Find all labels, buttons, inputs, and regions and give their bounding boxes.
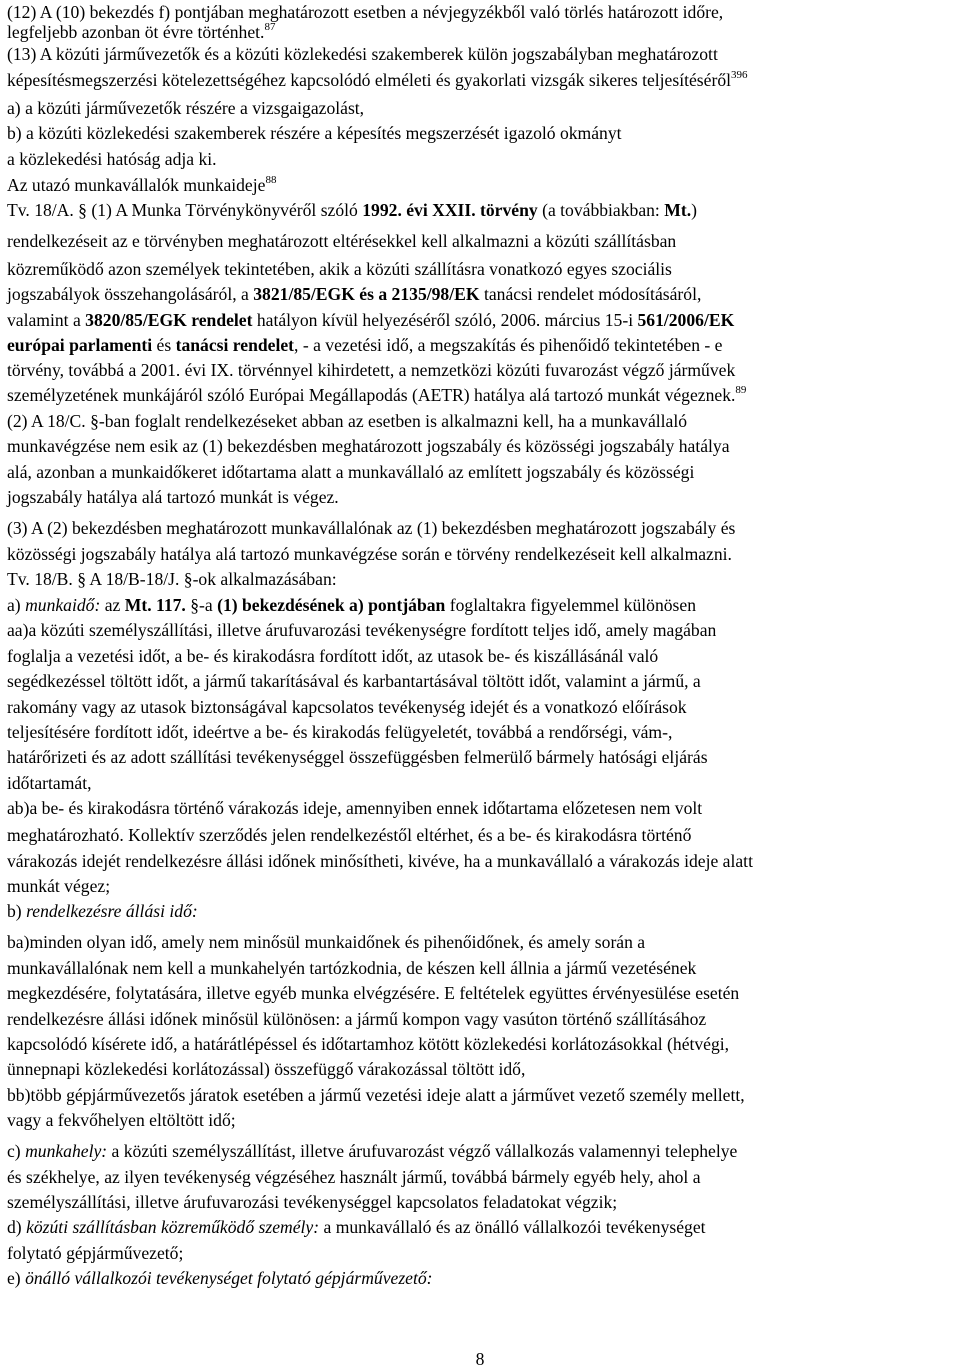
text-run: a munkavállaló és az önálló vállalkozói tevékenységet xyxy=(319,1217,706,1237)
text-run: Tv. 18/B. § A 18/B-18/J. §-ok alkalmazásában: xyxy=(7,569,337,589)
text-line xyxy=(7,434,730,458)
text-line xyxy=(7,516,735,540)
text-run: rendelkezéseit az e törvényben meghatározott eltérésekkel kell alkalmazni a közúti szállításban xyxy=(7,231,677,251)
text-line xyxy=(7,383,746,407)
text-run: rakomány vagy az utasok biztonságával kapcsolatos tevékenység idejét és a vonatkozó előírások xyxy=(7,697,687,717)
text-run: és székhelye, az ilyen tevékenység végzéséhez használt jármű, továbbá bármely egyéb hely, ahol a xyxy=(7,1167,701,1187)
text-run: ba)minden olyan idő, amely nem minősül munkaidőnek és pihenőidőnek, és amely során a xyxy=(7,932,646,952)
text-line xyxy=(7,1241,183,1265)
text-line xyxy=(7,720,672,744)
text-run: jogszabályok összehangolásáról, a xyxy=(7,284,254,304)
text-line xyxy=(7,1266,433,1290)
text-run: várakozás idejét rendelkezésre állási időnek minősítheti, kivéve, ha a munkavállaló a várakozás ideje alatt xyxy=(7,851,753,871)
footnote-ref: 89 xyxy=(735,384,747,396)
text-line xyxy=(7,669,701,693)
text-run: teljesítésére fordított időt, ideértve a be- és kirakodás felügyeletét, továbbá a rendőrségi, vám-, xyxy=(7,722,673,742)
text-line xyxy=(7,358,735,382)
text-line xyxy=(7,874,110,898)
text-run: foglaltakra figyelemmel különösen xyxy=(445,595,696,615)
text-line xyxy=(7,1083,745,1107)
text-run: alá, azonban a munkaidőkeret időtartama alatt a munkavállaló az említett jogszabály és közösségi xyxy=(7,462,695,482)
text-run: c) xyxy=(7,1141,26,1161)
text-line xyxy=(7,644,658,668)
text-line xyxy=(7,1057,525,1081)
text-run: önálló vállalkozói tevékenységet folytató gépjárművezető: xyxy=(25,1268,433,1288)
text-run: aa)a közúti személyszállítási, illetve árufuvarozási tevékenységre fordított teljes idő, amely magában xyxy=(7,620,717,640)
text-run: személyszállítási, illetve árufuvarozási tevékenységgel kapcsolatos feladatokat végzik; xyxy=(7,1192,618,1212)
text-run: és xyxy=(152,335,176,355)
text-line xyxy=(7,695,687,719)
text-run: a) xyxy=(7,595,26,615)
text-run: munkahely: xyxy=(25,1141,108,1161)
text-run: ünnepnapi közlekedési korlátozással) összefüggő várakozással töltött idő, xyxy=(7,1059,526,1079)
text-run: vagy a fekvőhelyen eltöltött idő; xyxy=(7,1110,236,1130)
text-run: §-a xyxy=(185,595,218,615)
text-line xyxy=(7,567,337,591)
text-line xyxy=(7,229,676,253)
text-line xyxy=(7,257,672,281)
text-run: az xyxy=(100,595,125,615)
text-run: munkaidő: xyxy=(25,595,101,615)
footnote-ref: 88 xyxy=(265,174,277,186)
text-line xyxy=(7,981,739,1005)
text-run: (1) bekezdésének a) pontjában xyxy=(217,595,446,615)
text-run: a közúti személyszállítást, illetve árufuvarozást végző vállalkozás valamennyi telephelye xyxy=(107,1141,738,1161)
text-run: időtartamát, xyxy=(7,773,92,793)
text-line xyxy=(7,1215,706,1239)
text-run: közreműködő azon személyek tekintetében, akik a közúti szállításra vonatkozó egyes szociális xyxy=(7,259,672,279)
text-run: meghatározható. Kollektív szerződés jelen rendelkezéstől eltérhet, és a be- és kirakodásra történő xyxy=(7,825,692,845)
text-run: megkezdésére, folytatására, illetve egyéb munka elvégzésére. E feltételek együttes érvényesülése esetén xyxy=(7,983,740,1003)
text-line xyxy=(7,308,734,332)
text-run: bb)több gépjárművezetős járatok esetében a jármű vezetési ideje alatt a járművet vezető személy mellett, xyxy=(7,1085,745,1105)
text-line xyxy=(7,930,645,954)
text-run: b) xyxy=(7,901,27,921)
text-run: legfeljebb azonban öt évre történhet. xyxy=(7,22,265,42)
text-run: Mt. xyxy=(664,200,692,220)
text-run: hatályon kívül helyezéséről szóló, 2006. március 15-i xyxy=(252,310,638,330)
text-run: folytató gépjárművezető; xyxy=(7,1243,184,1263)
text-line xyxy=(7,282,701,306)
text-line xyxy=(7,460,694,484)
text-run: b) a közúti közlekedési szakemberek részére a képesítés megszerzését igazoló okmányt xyxy=(7,123,622,143)
text-line xyxy=(7,1190,617,1214)
text-run: határőrizeti és az adott szállítási tevékenységgel összefüggésben felmerülő bármely hatósági eljárás xyxy=(7,747,708,767)
text-run: , - a vezetési idő, a megszakítás és pihenőidő tekintetében - e xyxy=(294,335,723,355)
text-line xyxy=(7,956,696,980)
text-run: Tv. 18/A. § (1) A Munka Törvénykönyvéről szóló xyxy=(7,200,363,220)
text-run: törvény, továbbá a 2001. évi IX. törvénnyel kihirdetett, a nemzetközi közúti fuvarozást végző járművek xyxy=(7,360,736,380)
text-run: e) xyxy=(7,1268,26,1288)
text-run: 3821/85/EGK és a 2135/98/EK xyxy=(253,284,480,304)
text-run: munkavégzése nem esik az (1) bekezdésben meghatározott jogszabály és közösségi jogszabály hatálya xyxy=(7,436,730,456)
text-line xyxy=(7,1165,701,1189)
text-line xyxy=(7,333,722,357)
text-line xyxy=(7,198,697,222)
text-run: segédkezéssel töltött időt, a jármű takarításával és karbantartásával töltött időt, valamint a jármű, a xyxy=(7,671,701,691)
text-line xyxy=(7,1108,236,1132)
text-line xyxy=(7,96,364,120)
text-line xyxy=(7,771,92,795)
text-line xyxy=(7,593,696,617)
text-line xyxy=(7,68,748,92)
text-run: 3820/85/EGK rendelet xyxy=(85,310,253,330)
text-run: a közlekedési hatóság adja ki. xyxy=(7,149,217,169)
text-run: személyzetének munkájáról szóló Európai Megállapodás (AETR) hatálya alá tartozó munkát végeznek. xyxy=(7,385,736,405)
text-run: képesítésmegszerzési kötelezettségéhez kapcsolódó elméleti és gyakorlati vizsgák sikeres teljesítéséről xyxy=(7,70,731,90)
text-run: rendelkezésre állási időnek minősül különösen: a jármű kompon vagy vasúton történő szállításához xyxy=(7,1009,707,1029)
text-line xyxy=(7,485,339,509)
text-run: jogszabály hatálya alá tartozó munkát is végez. xyxy=(7,487,339,507)
text-line xyxy=(7,20,275,44)
text-run: rendelkezésre állási idő: xyxy=(26,901,198,921)
text-run: munkát végez; xyxy=(7,876,111,896)
text-run: valamint a xyxy=(7,310,86,330)
text-run: (2) A 18/C. §-ban foglalt rendelkezéseket abban az esetben is alkalmazni kell, ha a munkavállaló xyxy=(7,411,688,431)
text-run: ) xyxy=(691,200,697,220)
text-run: 1992. évi XXII. törvény xyxy=(362,200,538,220)
footnote-ref: 87 xyxy=(264,21,276,33)
footnote-ref: 396 xyxy=(731,69,748,81)
text-run: a) a közúti járművezetők részére a vizsgaigazolást, xyxy=(7,98,365,118)
text-line xyxy=(7,42,718,66)
text-line xyxy=(7,1139,737,1163)
text-line xyxy=(7,796,702,820)
text-run: Mt. 117. xyxy=(124,595,186,615)
text-run: (13) A közúti járművezetők és a közúti közlekedési szakemberek külön jogszabályban meghatározott xyxy=(7,44,718,64)
text-line xyxy=(7,121,622,145)
text-run: (12) A (10) bekezdés f) pontjában meghatározott esetben a névjegyzékből való törlés határozott időre, xyxy=(7,2,724,22)
text-run: munkavállalónak nem kell a munkahelyén tartózkodnia, de készen kell állnia a jármű vezetésének xyxy=(7,958,697,978)
text-run: (3) A (2) bekezdésben meghatározott munkavállalónak az (1) bekezdésben meghatározott jogszabály és xyxy=(7,518,736,538)
text-line xyxy=(7,147,217,171)
text-line xyxy=(7,745,708,769)
text-run: közúti szállításban közreműködő személy: xyxy=(26,1217,320,1237)
text-line xyxy=(7,618,716,642)
text-line xyxy=(7,1007,706,1031)
text-line xyxy=(7,849,753,873)
text-run: foglalja a vezetési időt, a be- és kirakodásra fordított időt, az utasok be- és kiszállásánál való xyxy=(7,646,659,666)
text-run: kapcsolódó kísérete idő, a határátlépéssel és időtartamhoz kötött közlekedési korlátozásokkal (hétvégi, xyxy=(7,1034,730,1054)
page-number: 8 xyxy=(475,1349,485,1369)
text-run: közösségi jogszabály hatálya alá tartozó munkavégzése során e törvény rendelkezéseit kell alkalmazni. xyxy=(7,544,732,564)
text-line xyxy=(7,409,687,433)
text-run: európai parlamenti xyxy=(7,335,153,355)
text-run: ab)a be- és kirakodásra történő várakozás ideje, amennyiben ennek időtartama előzetesen nem volt xyxy=(7,798,703,818)
text-run: d) xyxy=(7,1217,27,1237)
text-run: 561/2006/EK xyxy=(637,310,735,330)
text-line xyxy=(7,173,276,197)
text-line xyxy=(7,1032,729,1056)
text-run: (a továbbiakban: xyxy=(537,200,665,220)
text-line xyxy=(7,899,198,923)
text-run: tanácsi rendelet xyxy=(175,335,295,355)
text-run: tanácsi rendelet módosításáról, xyxy=(479,284,702,304)
text-line xyxy=(7,542,732,566)
text-line xyxy=(7,823,691,847)
text-run: Az utazó munkavállalók munkaideje xyxy=(7,175,266,195)
